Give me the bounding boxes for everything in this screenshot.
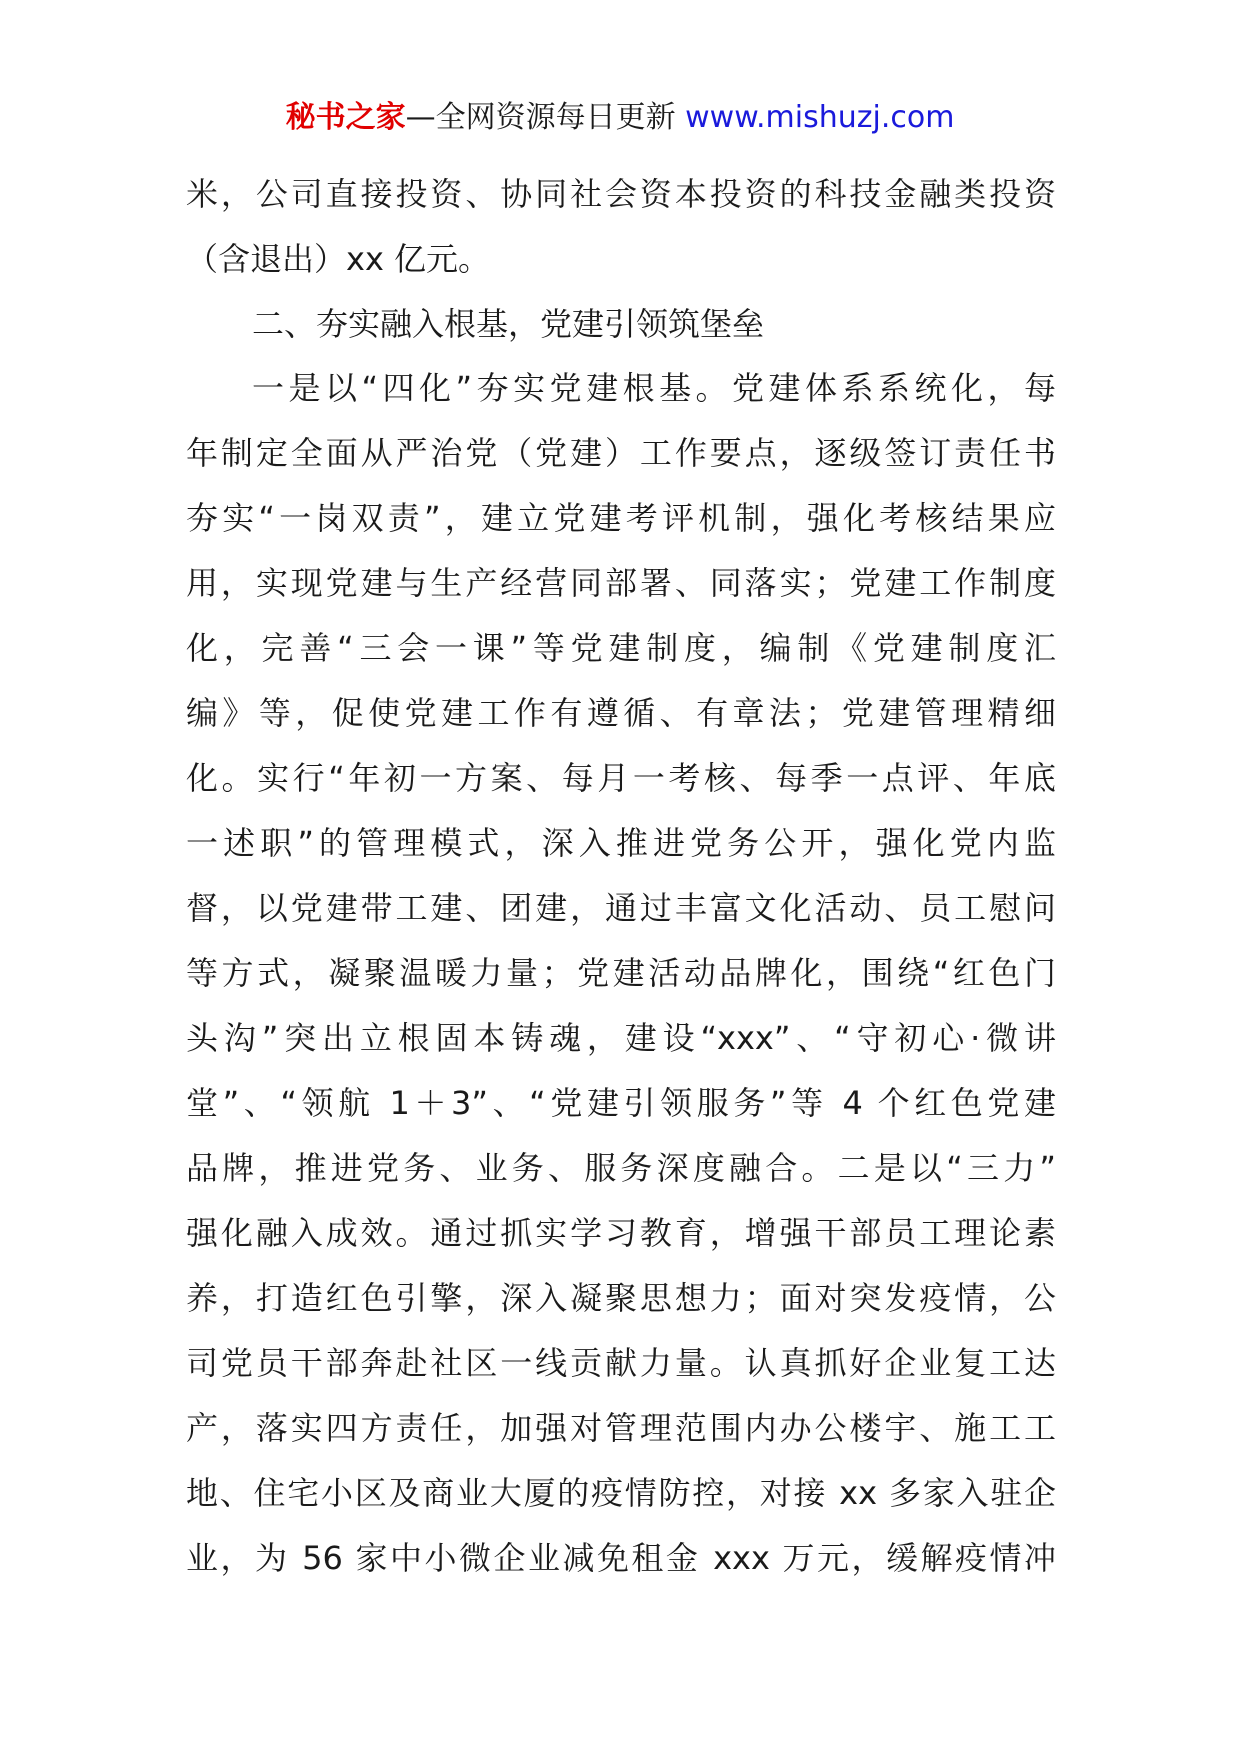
paragraph-line: 产，落实四方责任，加强对管理范围内办公楼宇、施工工 xyxy=(186,1409,1056,1447)
paragraph-line: 编》等，促使党建工作有遵循、有章法；党建管理精细 xyxy=(186,694,1056,732)
section-heading: 二、夯实融入根基，党建引领筑堡垒 xyxy=(252,305,765,343)
paragraph-line: 一述职”的管理模式，深入推进党务公开，强化党内监 xyxy=(186,824,1056,862)
paragraph-line: 头沟”突出立根固本铸魂，建设“xxx”、“守初心·微讲 xyxy=(186,1019,1056,1057)
header-tagline: —全网资源每日更新 xyxy=(405,100,676,135)
paragraph-line: 督，以党建带工建、团建，通过丰富文化活动、员工慰问 xyxy=(186,889,1056,927)
paragraph-line: 养，打造红色引擎，深入凝聚思想力；面对突发疫情，公 xyxy=(186,1279,1056,1317)
document-body xyxy=(186,162,1056,1591)
paragraph-line: 米，公司直接投资、协同社会资本投资的科技金融类投资 xyxy=(186,175,1056,213)
paragraph-line: 用，实现党建与生产经营同部署、同落实；党建工作制度 xyxy=(186,564,1056,602)
paragraph-line: 夯实“一岗双责”，建立党建考评机制，强化考核结果应 xyxy=(186,499,1056,537)
paragraph-line: 地、住宅小区及商业大厦的疫情防控，对接 xx 多家入驻企 xyxy=(186,1474,1056,1512)
site-url-link[interactable]: www.mishuzj.com xyxy=(685,100,955,135)
paragraph-line: 业，为 56 家中小微企业减免租金 xxx 万元，缓解疫情冲 xyxy=(186,1539,1056,1577)
paragraph-line: （含退出）xx 亿元。 xyxy=(186,240,491,278)
paragraph-line: 堂”、“领航 1＋3”、“党建引领服务”等 4 个红色党建 xyxy=(186,1084,1056,1122)
paragraph-line: 司党员干部奔赴社区一线贡献力量。认真抓好企业复工达 xyxy=(186,1344,1056,1382)
paragraph-line: 一是以“四化”夯实党建根基。党建体系系统化，每 xyxy=(252,369,1056,407)
brand-name: 秘书之家 xyxy=(285,100,406,135)
paragraph-line: 品牌，推进党务、业务、服务深度融合。二是以“三力” xyxy=(186,1149,1056,1187)
paragraph-line: 等方式，凝聚温暖力量；党建活动品牌化，围绕“红色门 xyxy=(186,954,1056,992)
paragraph-line: 年制定全面从严治党（党建）工作要点，逐级签订责任书 xyxy=(186,434,1056,472)
page-header xyxy=(0,98,1240,138)
paragraph-line: 强化融入成效。通过抓实学习教育，增强干部员工理论素 xyxy=(186,1214,1056,1252)
paragraph-line: 化。实行“年初一方案、每月一考核、每季一点评、年底 xyxy=(186,759,1056,797)
paragraph-line: 化，完善“三会一课”等党建制度，编制《党建制度汇 xyxy=(186,629,1056,667)
